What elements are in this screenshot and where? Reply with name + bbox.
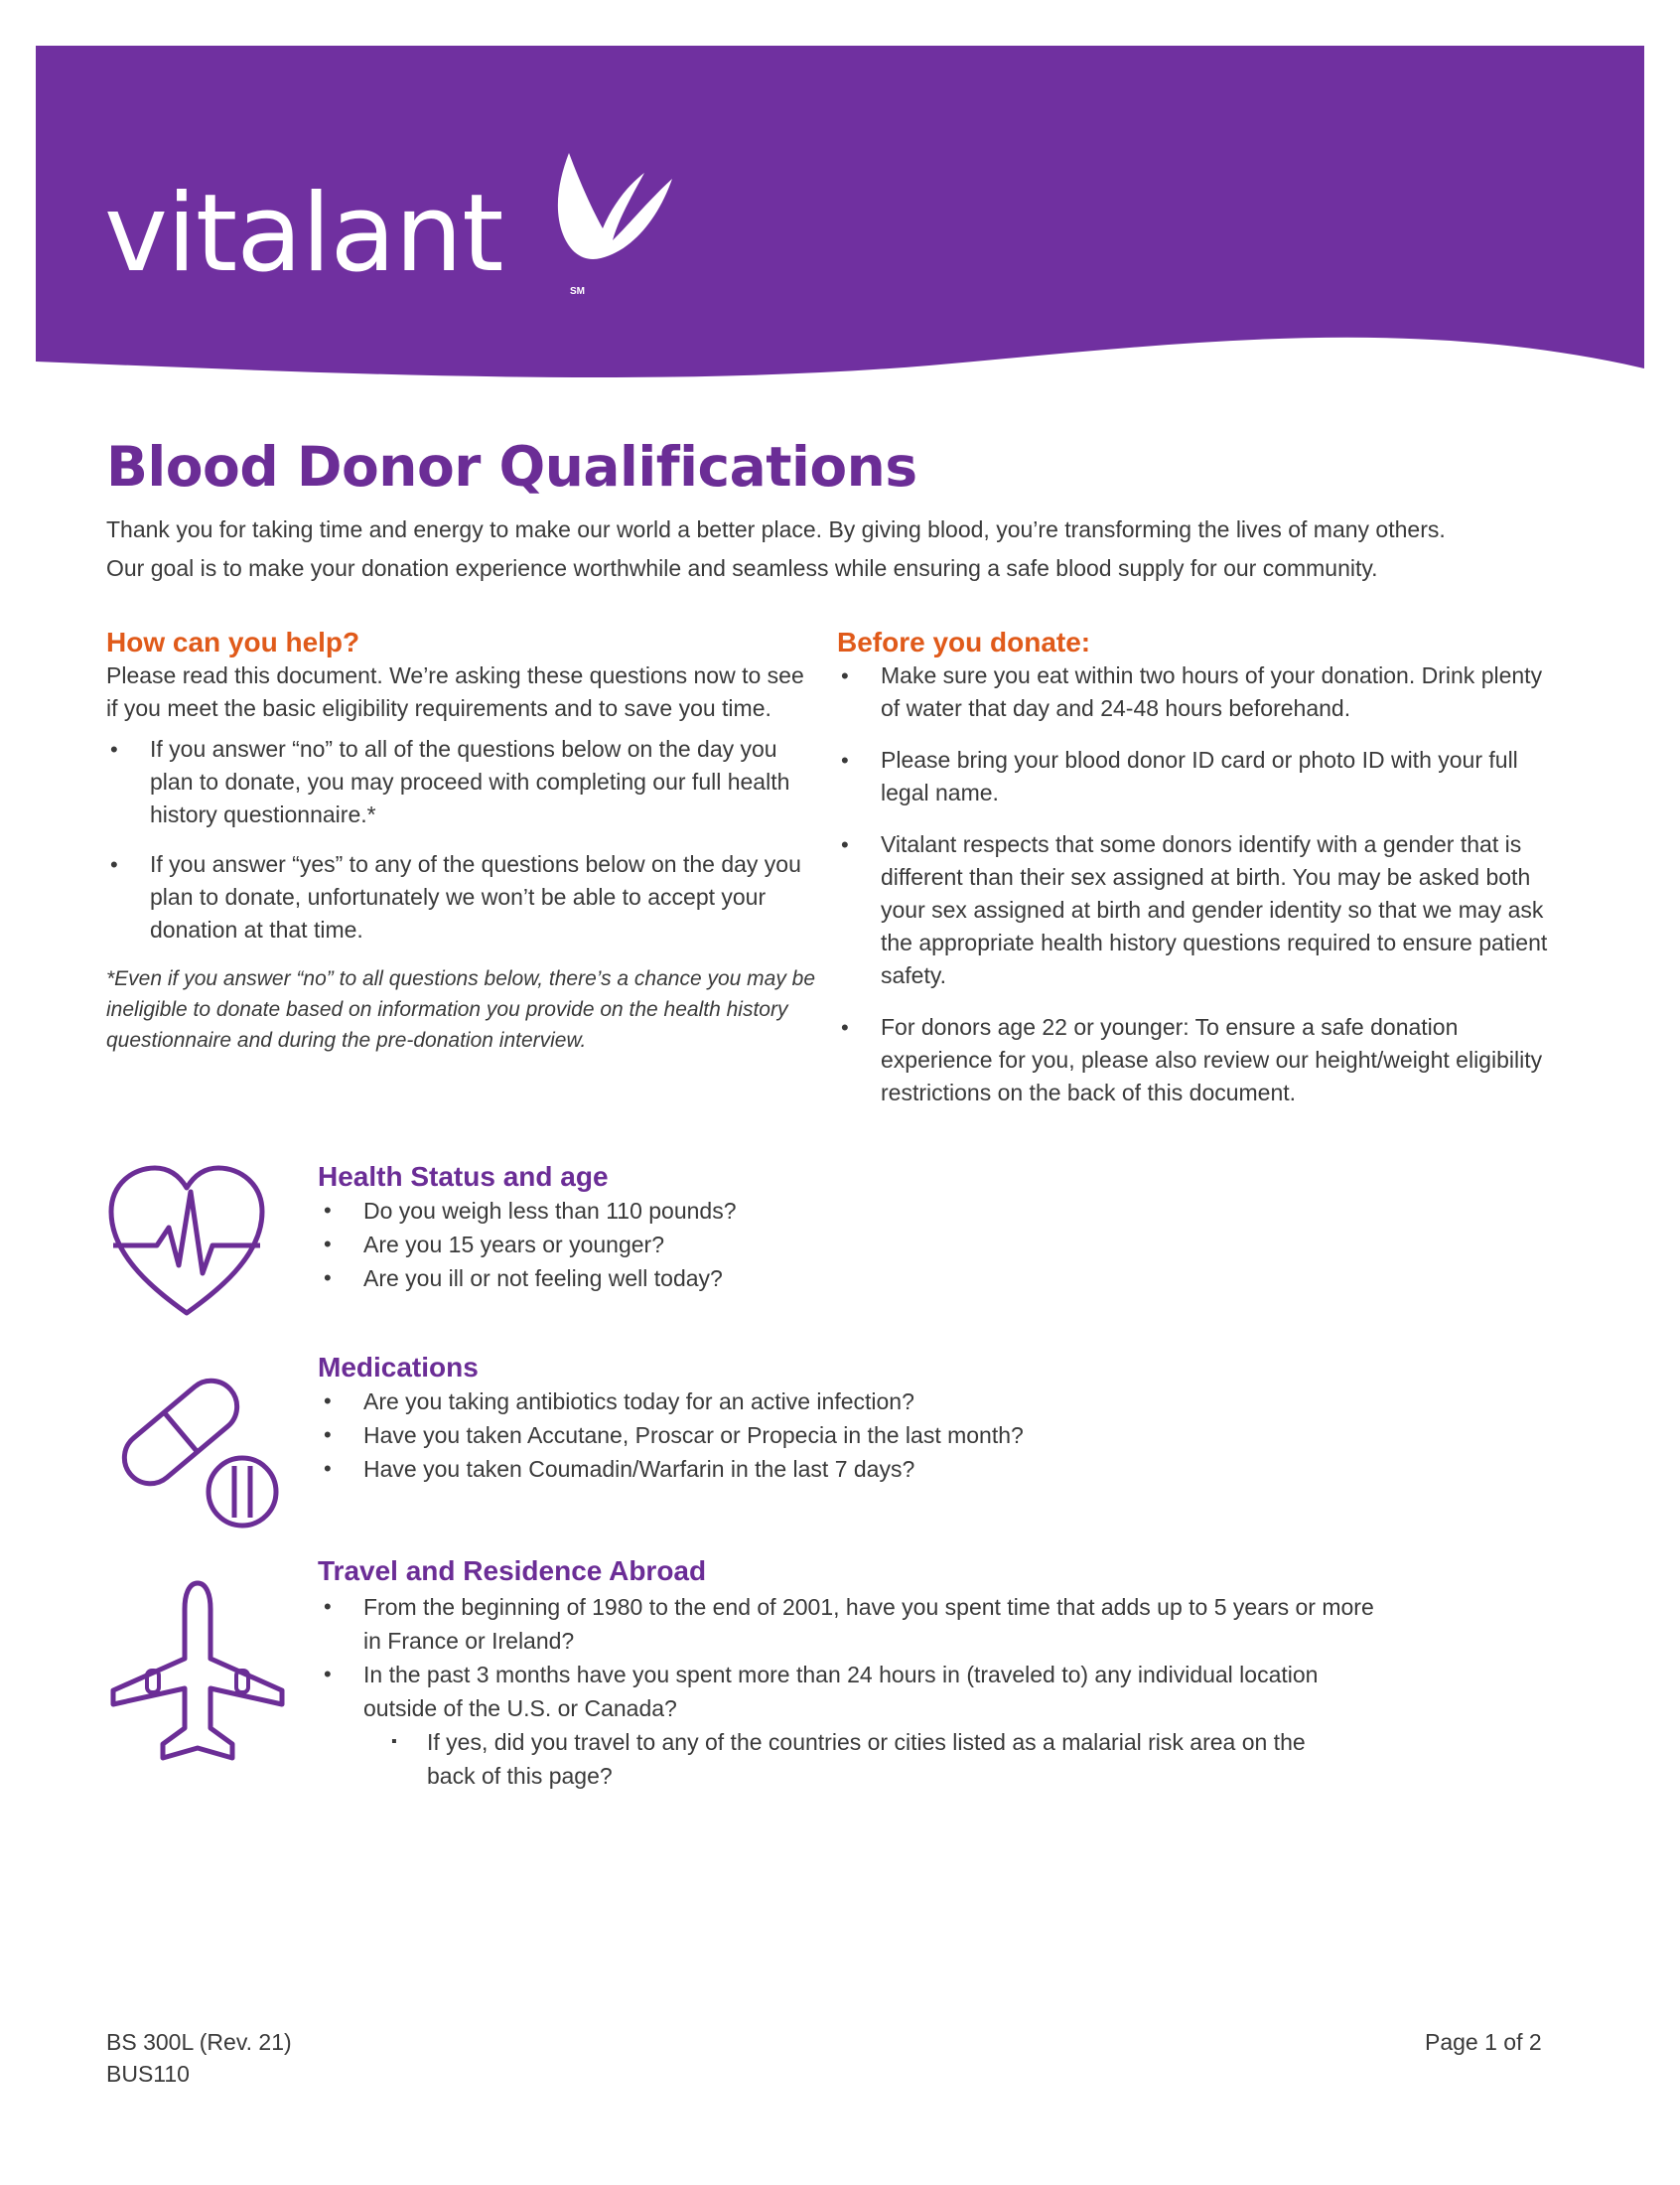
footer-left — [106, 2026, 292, 2090]
list-item: • Have you taken Accutane, Proscar or Propecia in the last month? — [318, 1418, 1024, 1452]
medications-section — [318, 1351, 1024, 1486]
list-item: • Are you taking antibiotics today for an active infection? — [318, 1384, 1024, 1418]
travel-heading: Travel and Residence Abroad — [318, 1555, 707, 1586]
health-questions — [318, 1194, 737, 1295]
list-item: • Do you weigh less than 110 pounds? — [318, 1194, 737, 1228]
service-mark: SM — [570, 286, 585, 297]
list-item: • Are you 15 years or younger? — [318, 1228, 737, 1261]
help-heading: How can you help? — [106, 627, 360, 657]
list-item: • Make sure you eat within two hours of your donation. Drink plenty of water that day and 24-48 hours beforehand. — [837, 659, 1562, 725]
before-heading: Before you donate: — [837, 627, 1091, 657]
list-item: • Please bring your blood donor ID card or photo ID with your full legal name. — [837, 744, 1562, 809]
list-item: • From the beginning of 1980 to the end of 2001, have you spent time that adds up to 5 years or more in France or Ireland? — [318, 1590, 1509, 1658]
list-item — [318, 1658, 1509, 1793]
leaf-logo-icon — [541, 149, 680, 268]
travel-sublist — [363, 1725, 1390, 1793]
vitalant-logo: vitalant — [104, 172, 503, 296]
page-number: Page 1 of 2 — [1425, 2029, 1542, 2055]
how-can-you-help-section — [106, 626, 821, 1056]
help-text: Please read this document. We’re asking these questions now to see if you meet the basic eligibility requirements and to save you time. — [106, 661, 804, 721]
medication-questions — [318, 1384, 1024, 1486]
intro — [106, 510, 1615, 588]
list-item: • Are you ill or not feeling well today? — [318, 1261, 737, 1295]
travel-section — [318, 1554, 1509, 1793]
list-item-text: In the past 3 months have you spent more than 24 hours in (traveled to) any individual location outside of the U.S. or Canada? — [363, 1661, 1319, 1721]
list-item: • Vitalant respects that some donors identify with a gender that is different than their sex assigned at birth. You may be asked both your sex assigned at birth and gender identity so that we may ask the appropriate health history questions required to ensure patient safety. — [837, 828, 1562, 992]
pills-icon — [111, 1371, 285, 1530]
list-item: • For donors age 22 or younger: To ensure a safe donation experience for you, please also review our height/weight eligibility restrictions on the back of this document. — [837, 1011, 1562, 1109]
travel-questions — [318, 1590, 1509, 1793]
help-note: *Even if you answer “no” to all questions below, there’s a chance you may be ineligible to donate based on information you provide on the health history questionnaire and during the pre-donation interview. — [106, 966, 816, 1052]
intro-line: Thank you for taking time and energy to make our world a better place. By giving blood, you’re transforming the lives of many others. — [106, 516, 1446, 542]
medications-heading: Medications — [318, 1352, 479, 1383]
heart-pulse-icon — [107, 1162, 266, 1321]
sub-list-item: ▪ If yes, did you travel to any of the countries or cities listed as a malarial risk area on the back of this page? — [363, 1725, 1390, 1793]
health-status-section — [318, 1160, 737, 1295]
health-heading: Health Status and age — [318, 1161, 609, 1192]
form-code: BS 300L (Rev. 21) — [106, 2029, 292, 2055]
list-item: • If you answer “no” to all of the questions below on the day you plan to donate, you may proceed with completing our full health history questionnaire.* — [106, 733, 821, 831]
form-code-2: BUS110 — [106, 2061, 190, 2087]
airplane-icon — [107, 1579, 288, 1768]
list-item: • If you answer “yes” to any of the questions below on the day you plan to donate, unfortunately we won’t be able to accept your donation at that time. — [106, 848, 821, 947]
list-item: • Have you taken Coumadin/Warfarin in the last 7 days? — [318, 1452, 1024, 1486]
intro-line: Our goal is to make your donation experience worthwhile and seamless while ensuring a safe blood supply for our community. — [106, 555, 1378, 581]
before-list — [837, 659, 1562, 1109]
help-list — [106, 733, 821, 947]
before-you-donate-section — [837, 626, 1562, 1128]
page-title: Blood Donor Qualifications — [106, 435, 917, 499]
